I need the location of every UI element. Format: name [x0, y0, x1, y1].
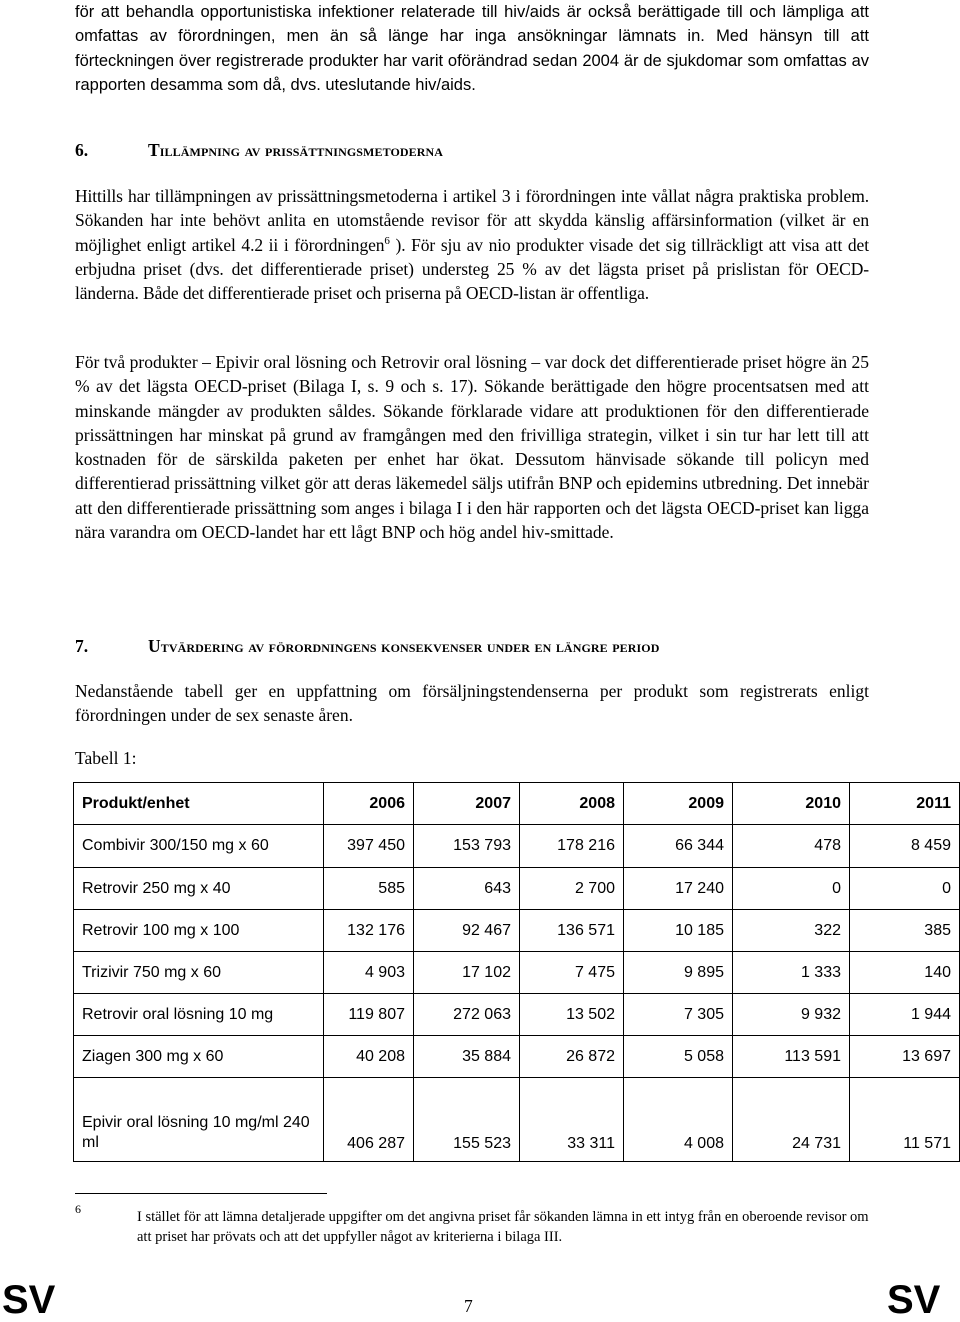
section-7-heading [75, 636, 660, 657]
value-cell: 155 523 [414, 1078, 520, 1162]
value-cell: 13 502 [520, 994, 624, 1036]
sales-table [73, 782, 960, 1162]
intro-paragraph: för att behandla opportunistiska infektioner relaterade till hiv/aids är också berättigade till och lämpliga att omfattas av förordningen, men än så länge har inga ansökningar lämnats in. Med hänsyn till att förteckningen över registrerade produkter har varit oförändrad sedan 2004 är de sjukdomar som omfattas av rapporten desamma som då, dvs. uteslutande hiv/aids. [75, 3, 869, 94]
page-number: 7 [464, 1296, 473, 1316]
table-row [74, 994, 960, 1036]
value-cell: 10 185 [624, 910, 733, 952]
value-cell: 66 344 [624, 825, 733, 868]
footnote-separator [75, 1193, 327, 1194]
value-cell: 478 [733, 825, 850, 868]
value-cell: 385 [850, 910, 960, 952]
value-cell: 397 450 [324, 825, 414, 868]
value-cell: 153 793 [414, 825, 520, 868]
table-row [74, 952, 960, 994]
value-cell: 178 216 [520, 825, 624, 868]
value-cell: 33 311 [520, 1078, 624, 1162]
table-row [74, 1078, 960, 1162]
product-cell: Ziagen 300 mg x 60 [74, 1036, 324, 1078]
table-header-row [74, 783, 960, 825]
product-cell: Combivir 300/150 mg x 60 [74, 825, 324, 868]
value-cell: 1 944 [850, 994, 960, 1036]
section-7-paragraph: Nedanstående tabell ger en uppfattning om försäljningstendenserna per produkt som registrerats enligt förordningen under de sex senaste åren. [75, 681, 869, 726]
value-cell: 4 903 [324, 952, 414, 994]
table-row [74, 1036, 960, 1078]
product-cell: Retrovir oral lösning 10 mg [74, 994, 324, 1036]
value-cell: 26 872 [520, 1036, 624, 1078]
value-cell: 7 305 [624, 994, 733, 1036]
product-cell: Retrovir 250 mg x 40 [74, 868, 324, 910]
value-cell: 406 287 [324, 1078, 414, 1162]
value-cell: 322 [733, 910, 850, 952]
language-code-left: SV [2, 1278, 56, 1322]
product-cell: Retrovir 100 mg x 100 [74, 910, 324, 952]
header-year: 2010 [733, 783, 850, 825]
header-year: 2008 [520, 783, 624, 825]
value-cell: 0 [850, 868, 960, 910]
value-cell: 40 208 [324, 1036, 414, 1078]
footnote-text: I stället för att lämna detaljerade uppgifter om det angivna priset får sökanden lämna in ett intyg från en oberoende revisor om att priset har prövats och att det uppfyller något av kriterierna i bilaga III. [137, 1209, 869, 1245]
section-7-title: Utvärdering av förordningens konsekvenser under en längre period [148, 636, 660, 656]
header-year: 2007 [414, 783, 520, 825]
section-6-heading [75, 140, 443, 161]
value-cell: 585 [324, 868, 414, 910]
header-year: 2009 [624, 783, 733, 825]
value-cell: 136 571 [520, 910, 624, 952]
value-cell: 13 697 [850, 1036, 960, 1078]
section-6-paragraph-1-part-a: Hittills har tillämpningen av prissättningsmetoderna i artikel 3 i förordningen inte vållat några praktiska problem. Sökanden har inte behövt anlita en utomstående revisor för att skydda känslig affärsinformation (vilket är en möjlighet enligt artikel 4.2 ii i förordningen [75, 186, 869, 255]
section-6-paragraph-1-part-b: ). För sju av nio produkter visade det sig tillräckligt att visa att det erbjudna priset (dvs. det differentierade priset) understeg 25 % av det lägsta priset på prislistan för OECD-länderna. Både det differentierade priset och priserna på OECD-listan är offentliga. [75, 234, 869, 304]
value-cell: 9 932 [733, 994, 850, 1036]
value-cell: 9 895 [624, 952, 733, 994]
value-cell: 132 176 [324, 910, 414, 952]
section-7-number: 7. [75, 636, 89, 656]
value-cell: 4 008 [624, 1078, 733, 1162]
value-cell: 0 [733, 868, 850, 910]
value-cell: 17 240 [624, 868, 733, 910]
section-6-paragraph-1 [75, 184, 869, 305]
table-row [74, 910, 960, 952]
value-cell: 140 [850, 952, 960, 994]
value-cell: 7 475 [520, 952, 624, 994]
value-cell: 11 571 [850, 1078, 960, 1162]
value-cell: 5 058 [624, 1036, 733, 1078]
value-cell: 35 884 [414, 1036, 520, 1078]
value-cell: 119 807 [324, 994, 414, 1036]
footnote-mark: 6 [75, 1202, 81, 1216]
value-cell: 643 [414, 868, 520, 910]
value-cell: 1 333 [733, 952, 850, 994]
table-row [74, 825, 960, 868]
section-6-number: 6. [75, 140, 89, 160]
table-row [74, 868, 960, 910]
header-year: 2011 [850, 783, 960, 825]
value-cell: 24 731 [733, 1078, 850, 1162]
product-cell: Epivir oral lösning 10 mg/ml 240 ml [74, 1078, 324, 1162]
footnote-reference: 6 [384, 234, 390, 247]
product-cell: Trizivir 750 mg x 60 [74, 952, 324, 994]
value-cell: 272 063 [414, 994, 520, 1036]
header-product: Produkt/enhet [74, 783, 324, 825]
value-cell: 8 459 [850, 825, 960, 868]
header-year: 2006 [324, 783, 414, 825]
value-cell: 17 102 [414, 952, 520, 994]
section-6-title: Tillämpning av prissättningsmetoderna [148, 140, 444, 160]
value-cell: 113 591 [733, 1036, 850, 1078]
table-caption: Tabell 1: [75, 748, 137, 768]
section-6-paragraph-2: För två produkter – Epivir oral lösning och Retrovir oral lösning – var dock det differentierade priset högre än 25 % av det lägsta OECD-priset (Bilaga I, s. 9 och s. 17). Sökande berättigade den högre procentsatsen med att minskande mängder av produkten såldes. Sökande förklarade vidare att produktionen för den differentierade prissättningen har minskat på grund av framgången med den frivilliga strategin, vilket i sin tur har lett till att kostnaden för de särskilda paketen per enhet har ökat. Dessutom hänvisade sökande till policyn med differentierad prissättning vilket gör att deras läkemedel säljs utifrån BNP och epidemins utbredning. Det innebär att den differentierade prissättning som anges i bilaga I i den här rapporten och det lägsta OECD-priset kan ligga nära varandra om OECD-landet har ett lågt BNP och hög andel hiv-smittade. [75, 352, 869, 543]
value-cell: 92 467 [414, 910, 520, 952]
value-cell: 2 700 [520, 868, 624, 910]
language-code-right: SV [887, 1278, 941, 1322]
